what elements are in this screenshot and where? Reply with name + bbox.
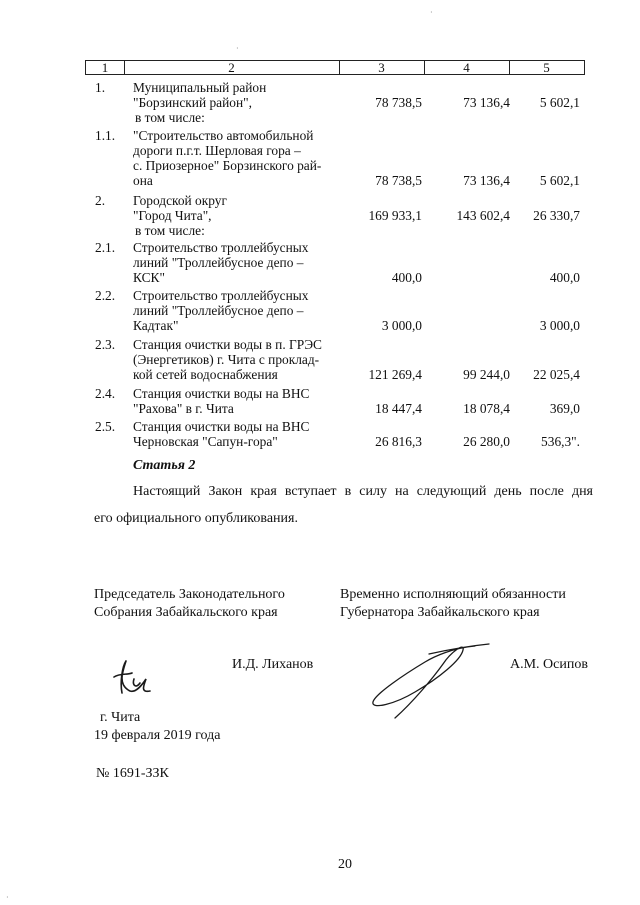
article-text-line-2: его официального опубликования. [94,511,298,526]
row-description [133,240,358,285]
header-col-2: 2 [124,61,340,74]
row-description [133,193,358,238]
left-signature-image [110,655,160,705]
row-value-v2: 18 078,4 [463,401,510,416]
row-description [133,80,358,125]
row-description-line: Кадтак" [133,318,179,333]
row-description-line: линий "Троллейбусное депо – [133,303,304,318]
row-number: 2.1. [95,240,116,255]
row-value-v2: 26 280,0 [463,434,510,449]
row-description-line: Строительство троллейбусных [133,288,309,303]
row-value-v1: 78 738,5 [375,95,422,110]
table-header [85,60,585,75]
row-description [133,386,358,416]
law-number: № 1691-ЗЗК [96,766,169,781]
header-col-5: 5 [543,60,550,75]
row-number: 1. [95,80,106,95]
row-description-line: кой сетей водоснабжения [133,367,278,382]
scan-dot: · [430,8,433,17]
right-signatory-title-2: Губернатора Забайкальского края [340,605,540,620]
row-description-line: "Рахова" в г. Чита [133,401,234,416]
date-line: 19 февраля 2019 года [94,728,221,743]
row-number: 2.4. [95,386,116,401]
page-number: 20 [338,857,352,872]
row-number: 2.2. [95,288,116,303]
row-value-v2: 143 602,4 [456,208,510,223]
row-description-line: КСК" [133,270,165,285]
row-value-v1: 400,0 [391,270,422,285]
row-description-line: Муниципальный район [133,80,267,95]
left-signatory-title-2: Собрания Забайкальского края [94,605,278,620]
row-value-v3: 400,0 [549,270,580,285]
row-value-v1: 18 447,4 [375,401,422,416]
row-description-line: с. Приозерное" Борзинского рай- [133,158,322,173]
row-value-v2: 73 136,4 [463,95,510,110]
row-value-v3: 536,3". [541,434,580,449]
row-value-v1: 78 738,5 [375,173,422,188]
row-description-line: дороги п.г.т. Шерловая гора – [133,143,301,158]
right-signatory-name: А.М. Осипов [510,657,588,672]
scan-dot: · [236,44,239,53]
row-number: 1.1. [95,128,116,143]
row-description-line: в том числе: [135,110,205,125]
right-signature-image [365,632,495,722]
row-number: 2.3. [95,337,116,352]
row-value-v1: 3 000,0 [381,318,422,333]
row-description [133,337,358,382]
row-value-v3: 3 000,0 [539,318,580,333]
row-description-line: Станция очистки воды в п. ГРЭС [133,337,322,352]
row-description-line: она [133,173,153,188]
header-col-3: 3 [339,61,425,74]
article-text-line-1: Настоящий Закон края вступает в силу на следующий день после дня [133,484,593,499]
city-line: г. Чита [100,710,141,725]
row-value-v1: 169 933,1 [368,208,422,223]
row-value-v3: 22 025,4 [533,367,580,382]
row-value-v3: 5 602,1 [539,95,580,110]
row-description [133,288,358,333]
row-description-line: (Энергетиков) г. Чита с проклад- [133,352,320,367]
row-value-v3: 369,0 [549,401,580,416]
scan-dot: · [6,893,9,902]
row-description [133,419,358,449]
row-description-line: Станция очистки воды на ВНС [133,386,310,401]
right-signatory-title-1: Временно исполняющий обязанности [340,587,566,602]
row-description-line: линий "Троллейбусное депо – [133,255,304,270]
row-value-v2: 99 244,0 [463,367,510,382]
row-value-v3: 5 602,1 [539,173,580,188]
row-value-v2: 73 136,4 [463,173,510,188]
row-description-line: Станция очистки воды на ВНС [133,419,310,434]
row-description-line: Черновская "Сапун-гора" [133,434,278,449]
row-description-line: "Борзинский район", [133,95,252,110]
row-value-v3: 26 330,7 [533,208,580,223]
row-description-line: Строительство троллейбусных [133,240,309,255]
left-signatory-name: И.Д. Лиханов [232,657,314,672]
row-value-v1: 121 269,4 [368,367,422,382]
left-signatory-title-1: Председатель Законодательного [94,587,285,602]
article-title: Статья 2 [133,458,196,473]
row-description-line: Городской округ [133,193,227,208]
row-value-v1: 26 816,3 [375,434,422,449]
row-description-line: "Город Чита", [133,208,212,223]
row-description-line: в том числе: [135,223,205,238]
row-description-line: "Строительство автомобильной [133,128,314,143]
row-number: 2.5. [95,419,116,434]
row-description [133,128,358,188]
header-col-4: 4 [424,61,510,74]
header-col-1: 1 [86,61,125,74]
row-number: 2. [95,193,106,208]
